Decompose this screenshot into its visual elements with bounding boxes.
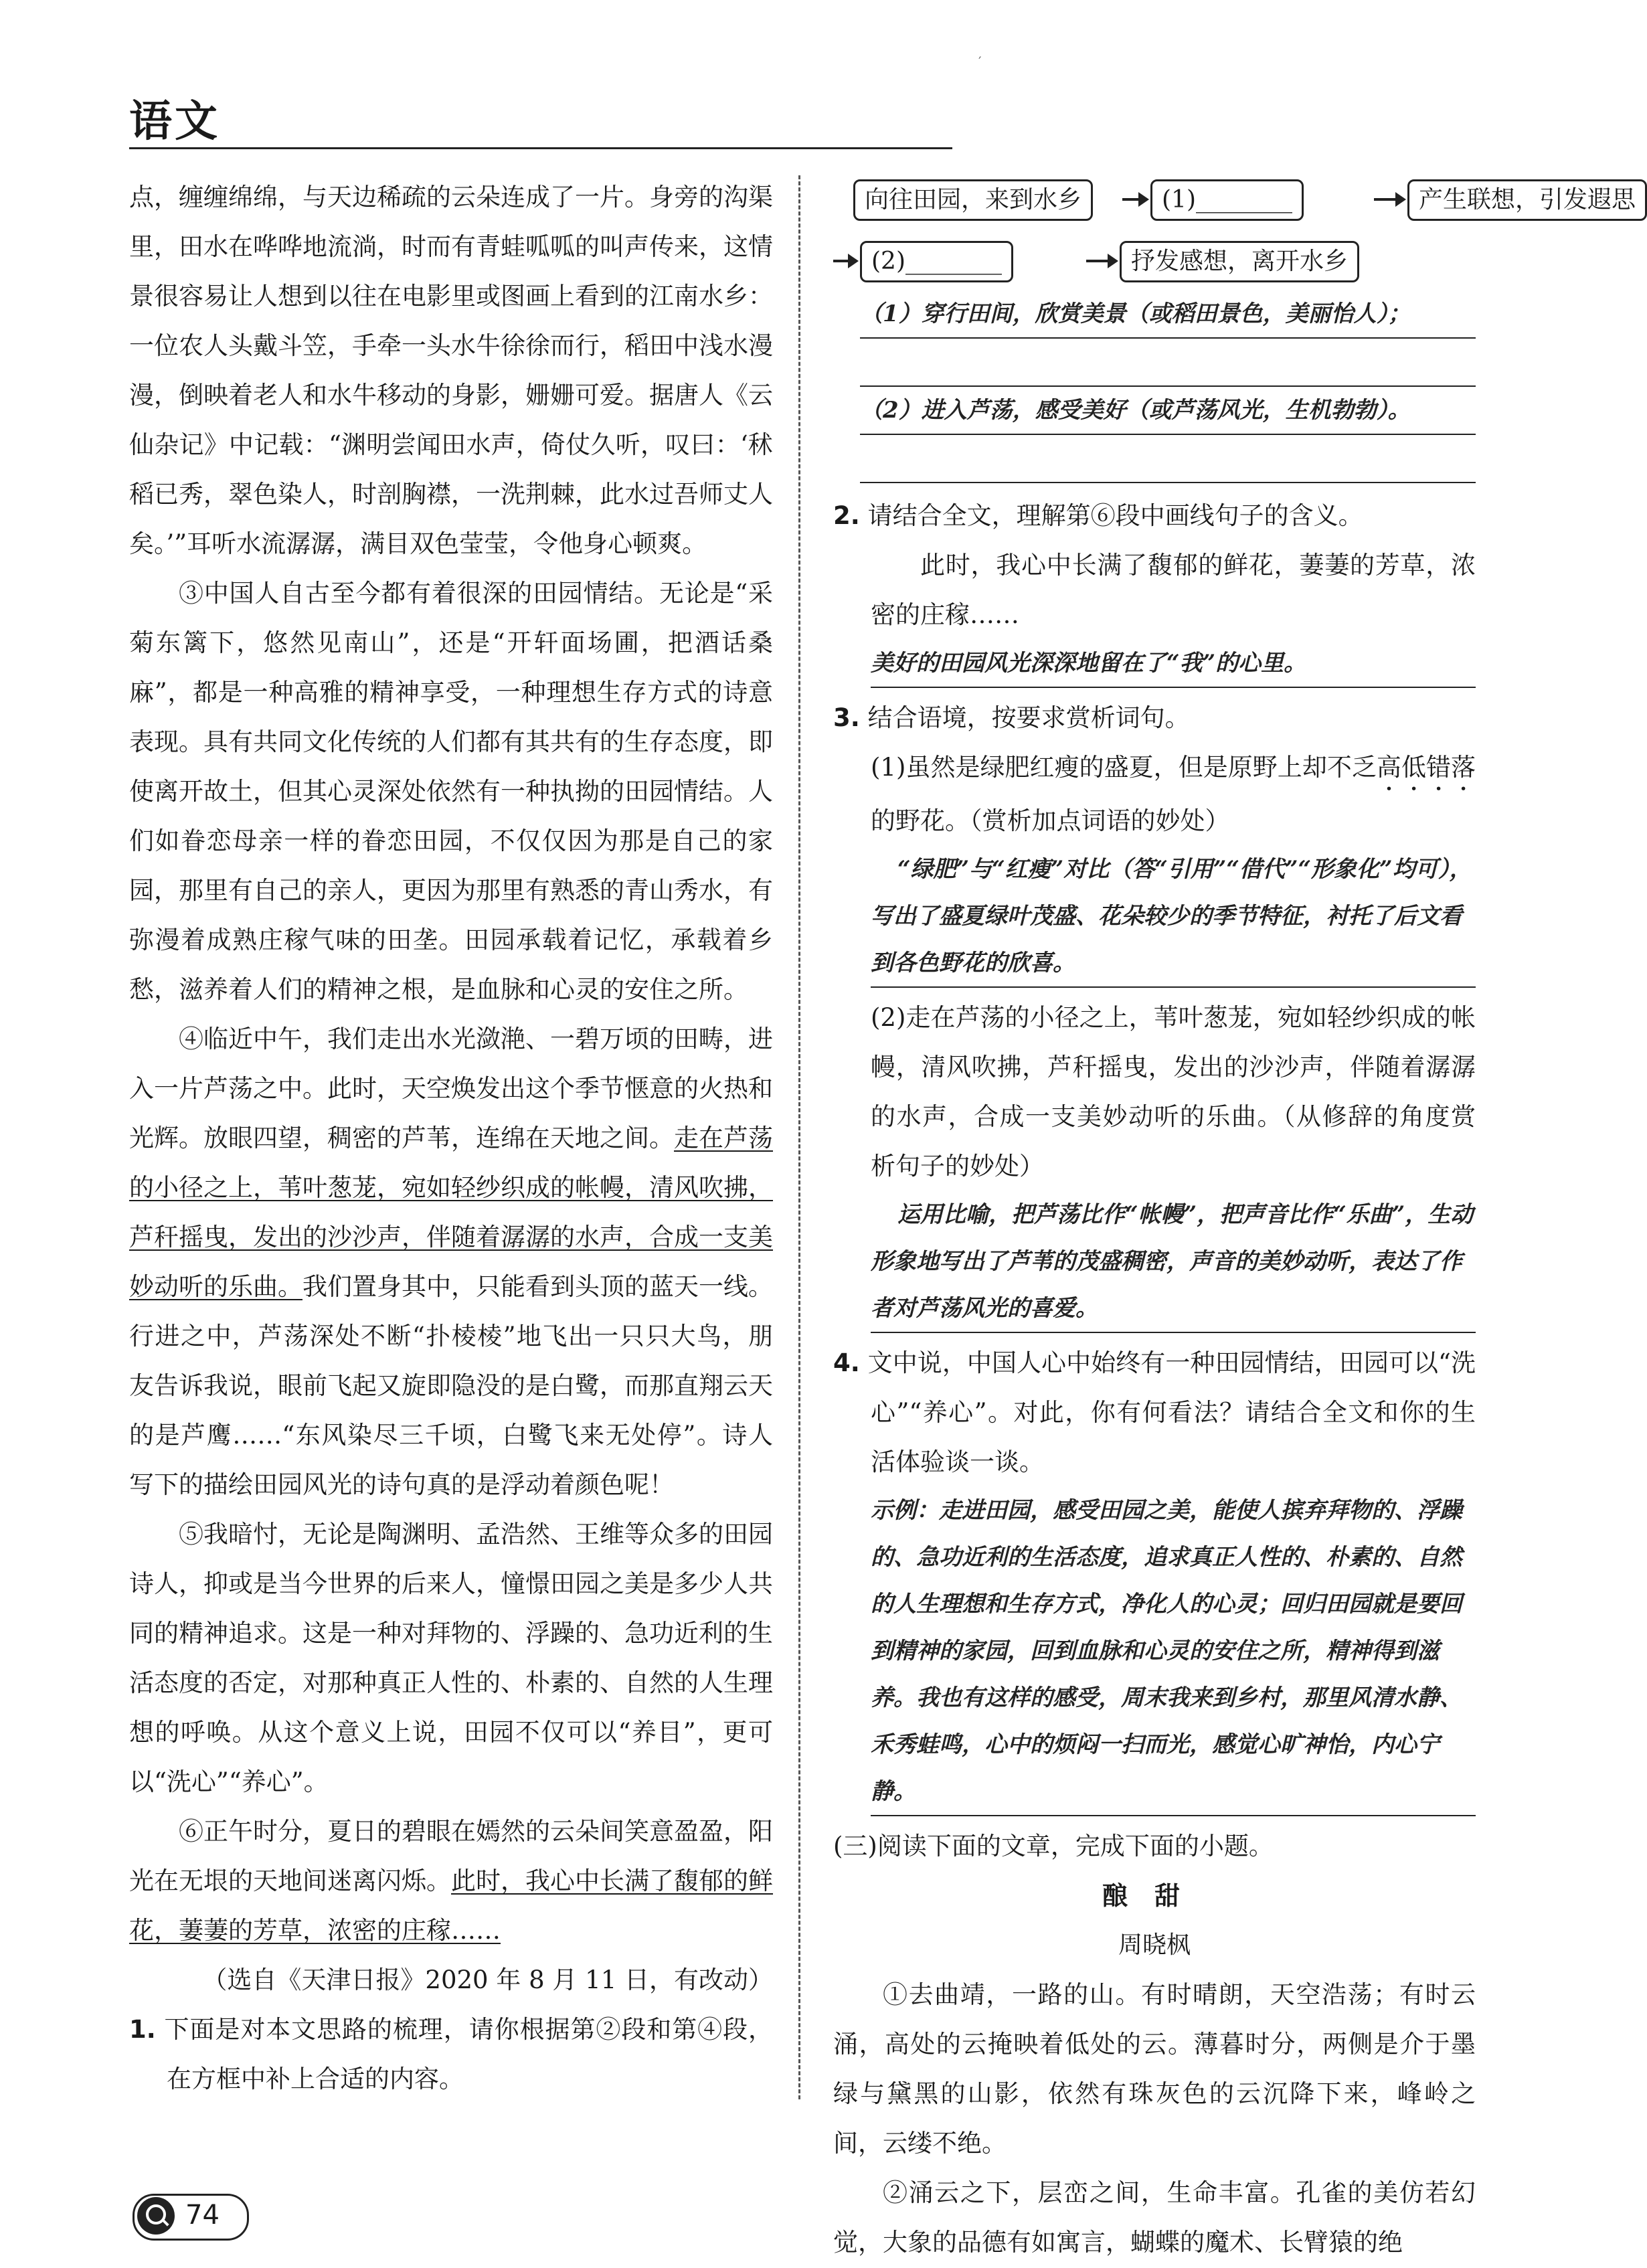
column-divider	[798, 175, 800, 2099]
question-3-number: 3.	[833, 703, 860, 732]
paragraph-6-underlined: 此时，我心中长满了馥郁的鲜花，萋萋的芳草，浓密的庄稼……	[129, 1866, 773, 1945]
paragraph-2-continued: 点，缠缠绵绵，与天边稀疏的云朵连成了一片。身旁的沟渠里，田水在哗哗地流淌，时而有青蛙呱呱的叫声传来，这情景很容易让人想到以往在电影里或图画上看到的江南水乡：一位农人头戴斗笠，手牵一头水牛徐徐而行，稻田中浅水漫漫，倒映着老人和水牛移动的身影，姗姗可爱。据唐人《云仙杂记》中记载：“渊明尝闻田水声，倚仗久听，叹曰：‘秫稻已秀，翠色染人，时剖胸襟，一洗荆棘，此水过吾师丈人矣。’”耳听水流潺潺，满目双色莹莹，令他身心顿爽。	[129, 183, 773, 558]
left-column	[129, 173, 773, 2104]
paragraph-4-underlined: 走在芦荡的小径之上，苇叶葱茏，宛如轻纱织成的帐幔，清风吹拂，芦秆摇曳，发出的沙沙声，伴随着潺潺的水声，合成一支美妙动听的乐曲。	[129, 1124, 773, 1301]
question-3-1-dotted-words: 高低错落	[1376, 753, 1476, 782]
question-1-text: 下面是对本文思路的梳理，请你根据第②段和第④段，在方框中补上合适的内容。	[164, 2015, 774, 2093]
answer-1	[860, 290, 1476, 483]
right-column	[833, 173, 1636, 2267]
question-4-number: 4.	[833, 1348, 860, 1377]
question-3-text: 结合语境，按要求赏析词句。	[867, 703, 1190, 732]
question-2-text: 请结合全文，理解第⑥段中画线句子的含义。	[867, 501, 1363, 530]
article-author: 周晓枫	[1118, 1931, 1191, 1959]
answer-3-2-text: 运用比喻，把芦荡比作“帐幔”，把声音比作“乐曲”，生动形象地写出了芦苇的茂盛稠密，声音的美妙动听，表达了作者对芦荡风光的喜爱。	[871, 1191, 1476, 1333]
answer-3-1	[833, 846, 1476, 988]
question-3-1-text-b: 的野花。（赏析加点词语的妙处）	[871, 806, 1230, 835]
question-2	[833, 491, 1476, 541]
article-title: 酿甜	[1102, 1881, 1207, 1911]
question-4	[833, 1338, 1476, 1487]
subject-title: 语文	[129, 97, 220, 147]
answer-1-line-blank-2	[860, 435, 1476, 483]
flow-box-blank-1: (1)________	[1150, 179, 1304, 221]
flow-box-blank-2: (2)________	[860, 241, 1013, 282]
article-paragraph-1: ①去曲靖，一路的山。有时晴朗，天空浩荡；有时云涌，高处的云掩映着低处的云。薄暮时分，两侧是介于墨绿与黛黑的山影，依然有珠灰色的云沉降下来，峰岭之间，云缕不绝。	[833, 1980, 1476, 2158]
header-rule	[129, 147, 952, 149]
paragraph-5: ⑤我暗忖，无论是陶渊明、孟浩然、王维等众多的田园诗人，抑或是当今世界的后来人，憧憬田园之美是多少人共同的精神追求。这是一种对拜物的、浮躁的、急功近利的生活态度的否定，对那种真正人性的、朴素的、自然的人生理想的呼唤。从这个意义上说，田园不仅可以“养目”，更可以“洗心”“养心”。	[129, 1520, 773, 1796]
article-paragraph-2: ②涌云之下，层峦之间，生命丰富。孔雀的美仿若幻觉，大象的品德有如寓言，蝴蝶的魔术、长臂猿的绝	[833, 2178, 1476, 2257]
source-citation: （选自《天津日报》2020 年 8 月 11 日，有改动）	[202, 1966, 773, 1994]
flow-arrow-1	[1122, 198, 1140, 201]
paragraph-4	[129, 1015, 773, 1510]
flow-box-association: 产生联想，引发遐思	[1407, 179, 1647, 221]
page-number-badge	[133, 2194, 249, 2241]
answer-2	[833, 640, 1476, 688]
answer-4-text: 示例：走进田园，感受田园之美，能使人摈弃拜物的、浮躁的、急功近利的生活态度，追求真正人性的、朴素的、自然的人生理想和生存方式，净化人的心灵；回归田园就是要回到精神的家园，回到血脉和心灵的安住之所，精神得到滋养。我也有这样的感受，周末我来到乡村，那里风清水静、禾秀蛙鸣，心中的烦闷一扫而光，感觉心旷神怡，内心宁静。	[871, 1487, 1476, 1816]
answer-4	[833, 1487, 1476, 1816]
flow-arrow-4	[1086, 260, 1109, 262]
answer-1-line-2: （2）进入芦荡，感受美好（或芦荡风光，生机勃勃）。	[860, 387, 1476, 435]
question-1	[129, 2005, 773, 2104]
question-3	[833, 693, 1476, 743]
answer-1-line-1: （1）穿行田间，欣赏美景（或稻田景色，美丽怡人）；	[860, 290, 1476, 339]
corner-mark: ′	[978, 54, 982, 70]
flow-arrow-2	[1374, 198, 1397, 201]
flow-arrow-3	[833, 260, 849, 262]
question-3-1	[833, 743, 1476, 846]
answer-2-text: 美好的田园风光深深地留在了“我”的心里。	[871, 640, 1476, 688]
paragraph-6-text: ⑥正午时分，夏日的碧眼在嫣然的云朵间笑意盈盈，阳光在无垠的天地间迷离闪烁。	[129, 1817, 773, 1895]
paragraph-4-text-a: ④临近中午，我们走出水光潋滟、一碧万顷的田畴，进入一片芦荡之中。此时，天空焕发出这个季节惬意的火热和光辉。放眼四望，稠密的芦苇，连绵在天地之间。	[129, 1025, 773, 1152]
flowchart	[833, 173, 1636, 440]
answer-3-2	[833, 1191, 1476, 1333]
flow-box-start: 向往田园，来到水乡	[853, 179, 1093, 221]
page-number: 74	[185, 2200, 220, 2231]
question-3-1-text-a: (1)虽然是绿肥红瘦的盛夏，但是原野上却不乏	[871, 753, 1377, 782]
paragraph-3: ③中国人自古至今都有着很深的田园情结。无论是“采菊东篱下，悠然见南山”，还是“开轩面场圃，把酒话桑麻”，都是一种高雅的精神享受，一种理想生存方式的诗意表现。具有共同文化传统的人们都有其共有的生存态度，即使离开故土，但其心灵深处依然有一种执拗的田园情结。人们如眷恋母亲一样的眷恋田园，不仅仅因为那是自己的家园，那里有自己的亲人，更因为那里有熟悉的青山秀水，有弥漫着成熟庄稼气味的田垄。田园承载着记忆，承载着乡愁，滋养着人们的精神之根，是血脉和心灵的安住之所。	[129, 579, 773, 1004]
section-3-heading: (三)阅读下面的文章，完成下面的小题。	[833, 1832, 1274, 1860]
answer-1-line-blank	[860, 339, 1476, 387]
paragraph-4-text-b: 我们置身其中，只能看到头顶的蓝天一线。行进之中，芦荡深处不断“扑棱棱”地飞出一只只大鸟，朋友告诉我说，眼前飞起又旋即隐没的是白鹭，而那直翔云天的是芦鹰……“东风染尽三千顷，白鹭飞来无处停”。诗人写下的描绘田园风光的诗句真的是浮动着颜色呢！	[129, 1272, 773, 1499]
question-1-number: 1.	[129, 2015, 156, 2044]
question-2-number: 2.	[833, 501, 860, 530]
question-2-quote: 此时，我心中长满了馥郁的鲜花，萋萋的芳草，浓密的庄稼……	[871, 551, 1476, 629]
question-3-2: (2)走在芦荡的小径之上，苇叶葱茏，宛如轻纱织成的帐幔，清风吹拂，芦秆摇曳，发出的沙沙声，伴随着潺潺的水声，合成一支美妙动听的乐曲。（从修辞的角度赏析句子的妙处）	[871, 1003, 1476, 1181]
magnifier-icon	[137, 2197, 175, 2235]
flow-box-end: 抒发感想，离开水乡	[1120, 241, 1359, 282]
question-4-text: 文中说，中国人心中始终有一种田园情结，田园可以“洗心”“养心”。对此，你有何看法？请结合全文和你的生活体验谈一谈。	[867, 1348, 1476, 1476]
paragraph-6	[129, 1807, 773, 1955]
answer-3-1-text: “绿肥”与“红瘦”对比（答“引用”“借代”“形象化”均可），写出了盛夏绿叶茂盛、花朵较少的季节特征，衬托了后文看到各色野花的欣喜。	[871, 846, 1476, 988]
